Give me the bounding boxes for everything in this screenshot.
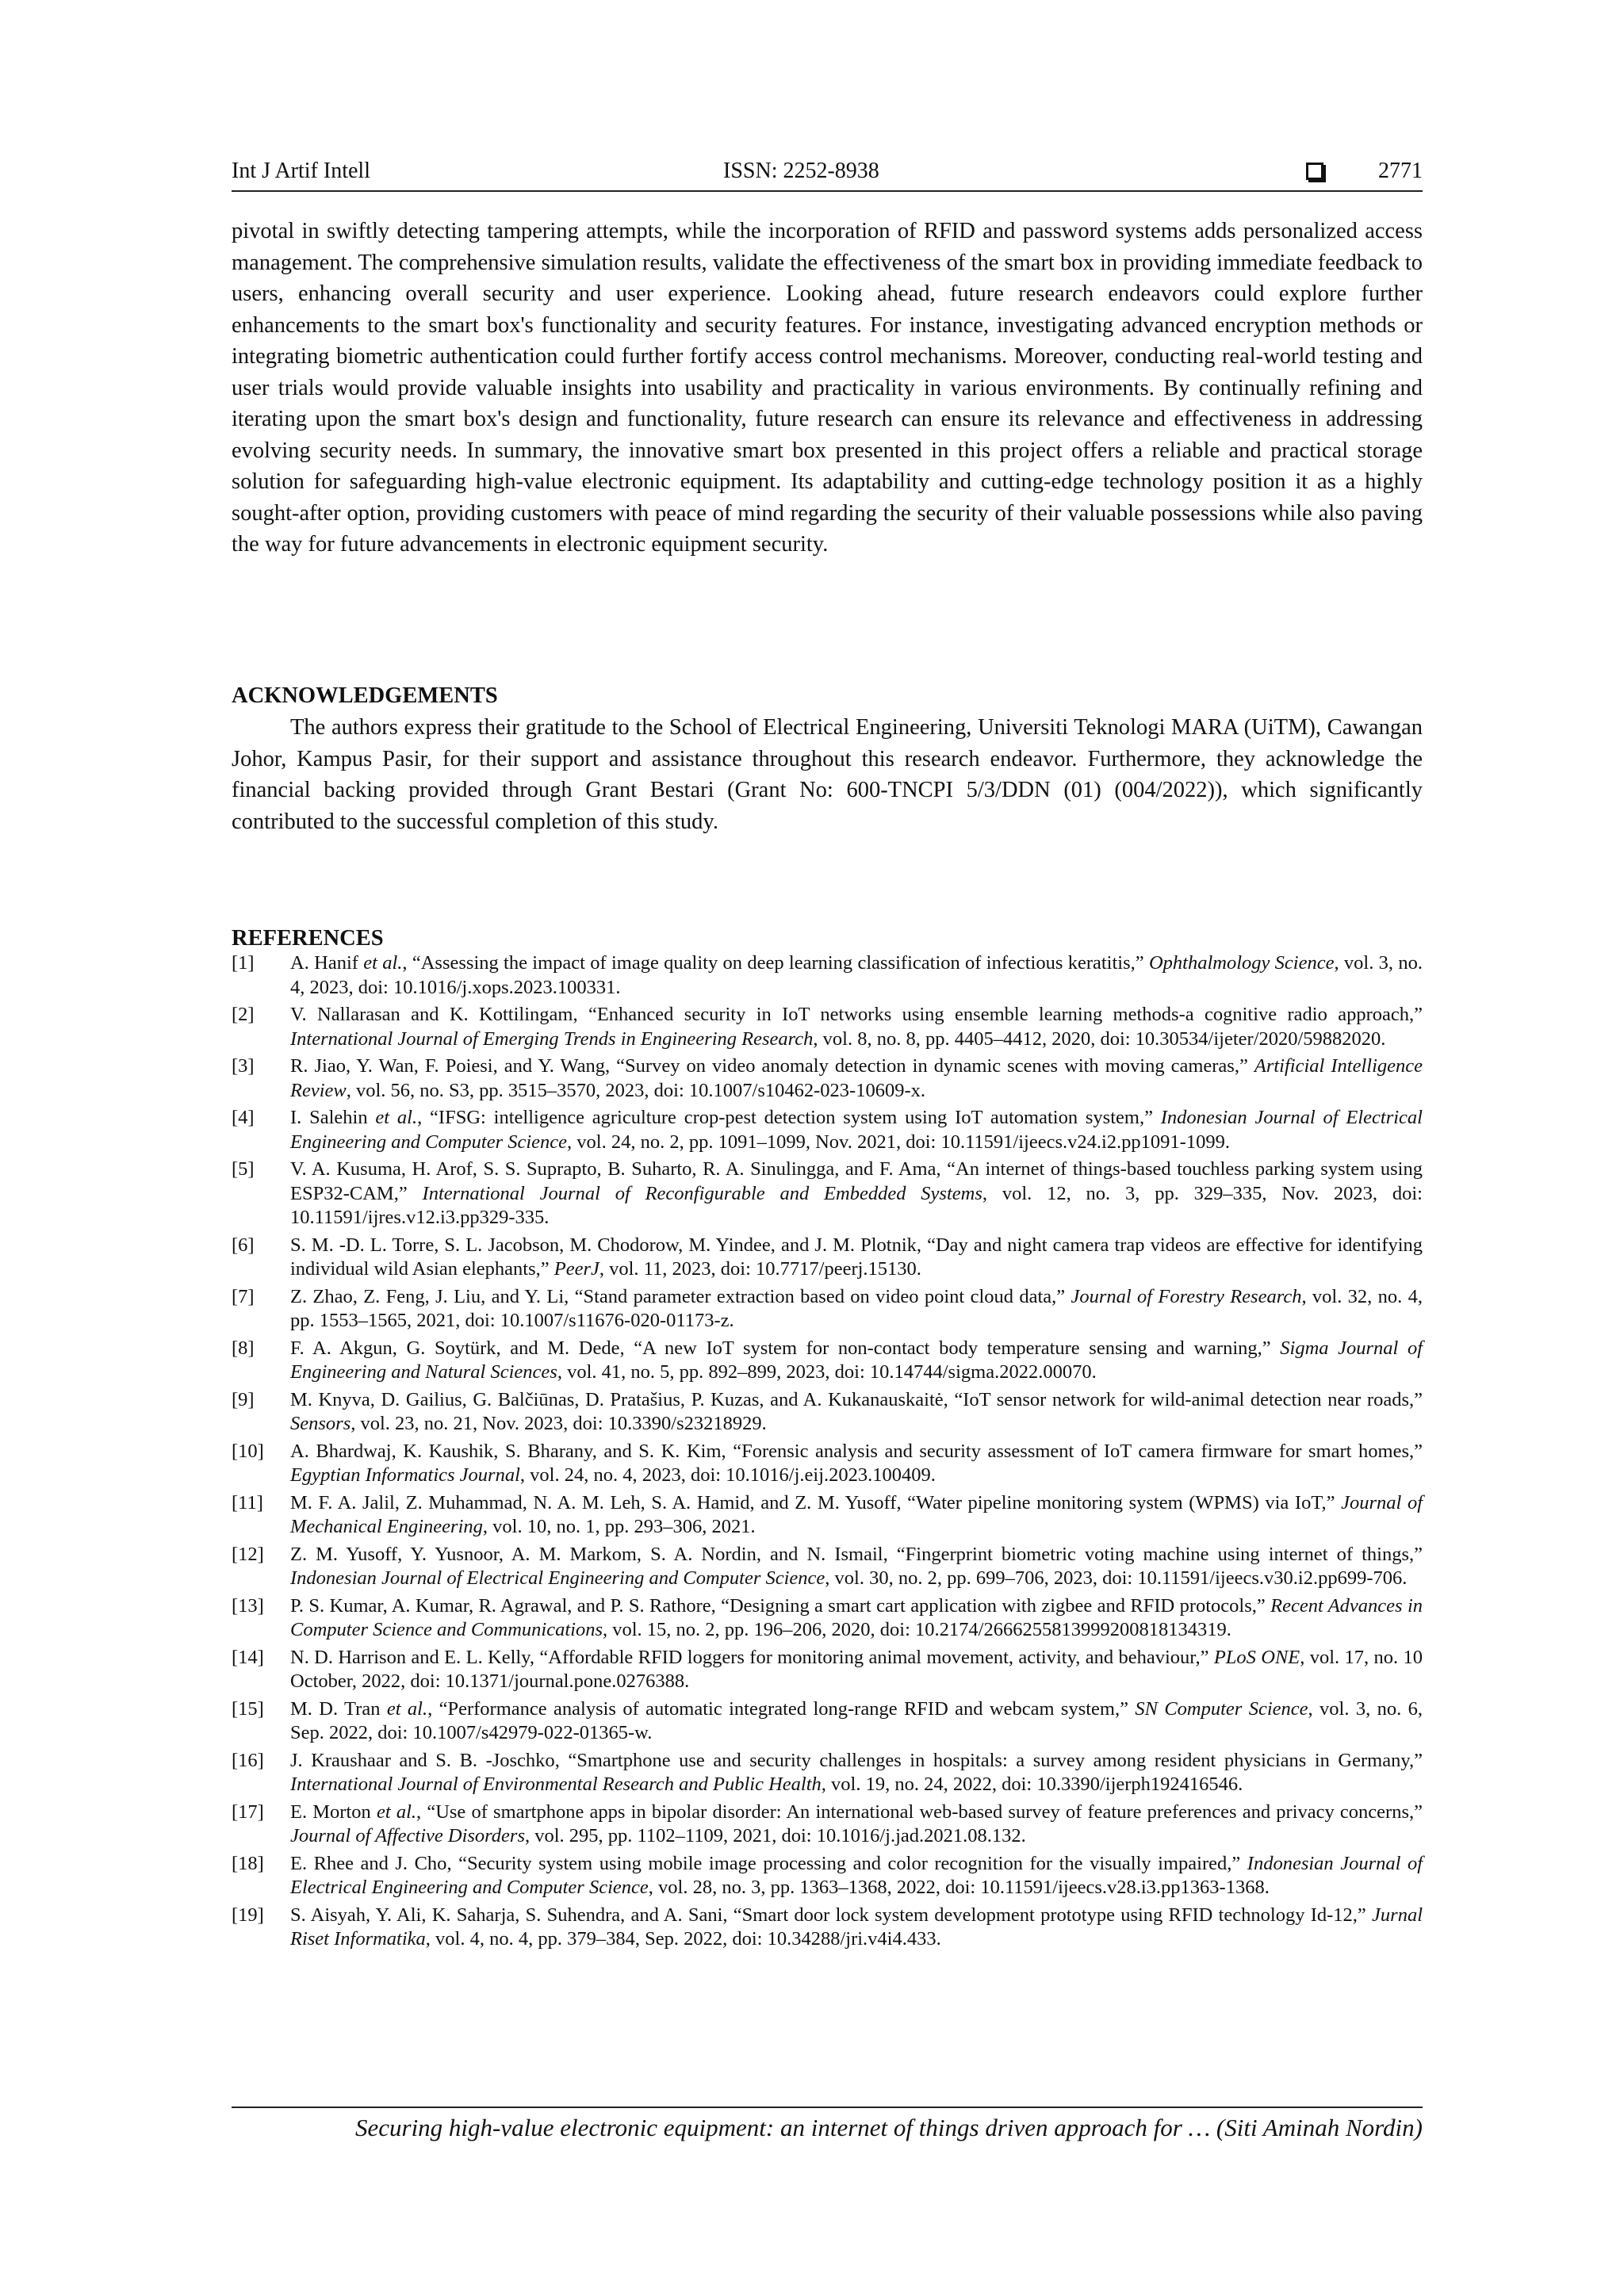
reference-etal: et al. bbox=[380, 1697, 428, 1720]
reference-venue: Sigma Journal of Engineering and Natural Sciences bbox=[290, 1337, 1423, 1383]
reference-number: [5] bbox=[232, 1158, 255, 1180]
reference-venue: Egyptian Informatics Journal bbox=[290, 1464, 520, 1486]
reference-authors: V. A. Kusuma, H. Arof, S. S. Suprapto, B. Suharto, R. A. Sinulingga, and F. Ama bbox=[290, 1158, 936, 1180]
reference-list bbox=[232, 951, 1423, 1955]
reference-venue: International Journal of Environmental Research and Public Health bbox=[290, 1774, 822, 1795]
reference-item bbox=[232, 1440, 1423, 1488]
reference-item bbox=[232, 951, 1423, 1000]
reference-number: [7] bbox=[232, 1285, 255, 1307]
page-header bbox=[232, 157, 1423, 186]
reference-number: [8] bbox=[232, 1337, 255, 1359]
reference-etal: et al. bbox=[367, 1107, 418, 1128]
reference-title: , “Forensic analysis and security assessment of IoT camera firmware for smart homes,” bbox=[721, 1440, 1423, 1462]
reference-title: , “IFSG: intelligence agriculture crop-pest detection system using IoT automation system,” bbox=[417, 1107, 1161, 1128]
reference-etal: et al. bbox=[370, 1800, 417, 1823]
reference-number: [10] bbox=[232, 1440, 264, 1462]
reference-details: , vol. 17, no. 10 October, 2022, doi: 10.1371/journal.pone.0276388. bbox=[290, 1646, 1423, 1692]
reference-venue: Indonesian Journal of Electrical Engineering and Computer Science bbox=[290, 1567, 825, 1589]
reference-details: , vol. 30, no. 2, pp. 699–706, 2023, doi: 10.11591/ijeecs.v30.i2.pp699-706. bbox=[825, 1567, 1408, 1589]
reference-details: , vol. 8, no. 8, pp. 4405–4412, 2020, doi: 10.30534/ijeter/2020/59882020. bbox=[813, 1027, 1386, 1050]
reference-number: [1] bbox=[232, 952, 255, 974]
reference-number: [4] bbox=[232, 1107, 255, 1128]
reference-authors: R. Jiao, Y. Wan, F. Poiesi, and Y. Wang bbox=[290, 1055, 606, 1077]
reference-item bbox=[232, 1054, 1423, 1103]
reference-title: , “Smartphone use and security challenges in hospitals: a survey among resident physicians in Germany,” bbox=[554, 1749, 1423, 1771]
reference-title: , “Designing a smart cart application with zigbee and RFID protocols,” bbox=[710, 1594, 1271, 1617]
reference-title: , “Assessing the impact of image quality on deep learning classification of infectious keratitis,” bbox=[402, 952, 1149, 974]
reference-item bbox=[232, 1491, 1423, 1540]
journal-name: Int J Artif Intell bbox=[232, 159, 370, 183]
reference-details: , vol. 15, no. 2, pp. 196–206, 2020, doi: 10.2174/2666255813999200818134319. bbox=[603, 1619, 1231, 1640]
reference-item bbox=[232, 1697, 1423, 1746]
reference-authors: A. Hanif bbox=[290, 952, 358, 974]
reference-venue: SN Computer Science bbox=[1135, 1697, 1308, 1720]
reference-title: , “Use of smartphone apps in bipolar disorder: An international web-based survey of feature preferences and privacy concerns,” bbox=[416, 1800, 1423, 1823]
reference-number: [9] bbox=[232, 1388, 255, 1410]
reference-title: , “Day and night camera trap videos are effective for identifying individual wild Asian elephants,” bbox=[290, 1234, 1423, 1280]
reference-venue: Journal of Forestry Research bbox=[1071, 1285, 1302, 1307]
reference-title: , “An internet of things-based touchless parking system using ESP32-CAM,” bbox=[290, 1158, 1423, 1204]
reference-number: [17] bbox=[232, 1800, 264, 1823]
reference-item bbox=[232, 1234, 1423, 1282]
reference-details: , vol. 10, no. 1, pp. 293–306, 2021. bbox=[482, 1516, 756, 1537]
reference-authors: Z. M. Yusoff, Y. Yusnoor, A. M. Markom, S. A. Nordin, and N. Ismail bbox=[290, 1543, 883, 1565]
references-heading: REFERENCES bbox=[232, 926, 384, 951]
reference-item bbox=[232, 1749, 1423, 1797]
reference-details: , vol. 11, 2023, doi: 10.7717/peerj.15130. bbox=[599, 1258, 921, 1280]
reference-details: , vol. 4, no. 4, pp. 379–384, Sep. 2022, doi: 10.34288/jri.v4i4.433. bbox=[425, 1928, 941, 1950]
reference-authors: S. M. -D. L. Torre, S. L. Jacobson, M. Chodorow, M. Yindee, and J. M. Plotnik bbox=[290, 1234, 917, 1256]
reference-venue: International Journal of Reconfigurable and Embedded Systems bbox=[422, 1182, 982, 1204]
reference-venue: Indonesian Journal of Electrical Engineering and Computer Science bbox=[290, 1107, 1423, 1153]
reference-authors: I. Salehin bbox=[290, 1107, 368, 1128]
running-footer: Securing high-value electronic equipment: an internet of things driven approach for … (Siti Aminah Nordin) bbox=[354, 2114, 1423, 2141]
reference-details: , vol. 56, no. S3, pp. 3515–3570, 2023, doi: 10.1007/s10462-023-10609-x. bbox=[346, 1079, 925, 1101]
page-number: 2771 bbox=[1378, 159, 1423, 183]
acknowledgements-paragraph: The authors express their gratitude to the School of Electrical Engineering, Universiti Teknologi MARA (UiTM), Cawangan Johor, Kampus Pasir, for their support and assistance throughout this research endeavor. Furthermore, they acknowledge the financial backing provided through Grant Bestari (Grant No: 600-TNCPI 5/3/DDN (01) (004/2022)), which significantly contributed to the successful completion of this study. bbox=[232, 715, 1423, 834]
reference-venue: Journal of Affective Disorders bbox=[290, 1825, 525, 1846]
reference-venue: PeerJ bbox=[553, 1258, 599, 1280]
reference-venue: Indonesian Journal of Electrical Engineering and Computer Science bbox=[290, 1852, 1423, 1898]
reference-number: [2] bbox=[232, 1004, 255, 1025]
reference-venue: Sensors, bbox=[290, 1413, 356, 1434]
reference-number: [3] bbox=[232, 1055, 255, 1077]
square-bullet-icon bbox=[1306, 163, 1323, 180]
reference-authors: M. F. A. Jalil, Z. Muhammad, N. A. M. Leh, S. A. Hamid, and Z. M. Yusoff bbox=[290, 1491, 897, 1513]
reference-details: , vol. 28, no. 3, pp. 1363–1368, 2022, doi: 10.11591/ijeecs.v28.i3.pp1363-1368. bbox=[648, 1877, 1270, 1898]
footer-divider bbox=[232, 2107, 1423, 2108]
reference-item bbox=[232, 1106, 1423, 1154]
reference-number: [15] bbox=[232, 1697, 264, 1720]
reference-authors: M. Knyva, D. Gailius, G. Balčiūnas, D. Pratašius, P. Kuzas, and A. Kukanauskaitė bbox=[290, 1388, 944, 1410]
issn: ISSN: 2252-8938 bbox=[723, 159, 879, 183]
reference-venue: Journal of Mechanical Engineering bbox=[290, 1491, 1423, 1537]
reference-details: , vol. 24, no. 2, pp. 1091–1099, Nov. 2021, doi: 10.11591/ijeecs.v24.i2.pp1091-1099. bbox=[567, 1131, 1230, 1153]
reference-title: , “Security system using mobile image processing and color recognition for the visually impaired,” bbox=[446, 1852, 1247, 1874]
reference-details: , vol. 295, pp. 1102–1109, 2021, doi: 10.1016/j.jad.2021.08.132. bbox=[525, 1825, 1026, 1846]
reference-venue: Ophthalmology Science bbox=[1148, 952, 1335, 974]
reference-venue: Recent Advances in Computer Science and Communications bbox=[290, 1594, 1423, 1640]
reference-item bbox=[232, 1646, 1423, 1694]
reference-title: , “Fingerprint biometric voting machine using internet of things,” bbox=[883, 1543, 1423, 1565]
reference-number: [16] bbox=[232, 1749, 264, 1771]
reference-title: , “Smart door lock system development prototype using RFID technology Id-12,” bbox=[722, 1904, 1373, 1926]
reference-item bbox=[232, 1158, 1423, 1230]
reference-number: [18] bbox=[232, 1852, 264, 1874]
reference-title: , “Stand parameter extraction based on video point cloud data,” bbox=[564, 1285, 1071, 1307]
reference-title: , “Water pipeline monitoring system (WPMS) via IoT,” bbox=[896, 1491, 1342, 1513]
reference-authors: N. D. Harrison and E. L. Kelly bbox=[290, 1646, 530, 1668]
reference-item bbox=[232, 1337, 1423, 1385]
reference-details: vol. 23, no. 21, Nov. 2023, doi: 10.3390/s23218929. bbox=[355, 1413, 767, 1434]
reference-item bbox=[232, 1285, 1423, 1334]
reference-venue: PLoS ONE bbox=[1213, 1646, 1300, 1668]
reference-item bbox=[232, 1543, 1423, 1591]
reference-details: , vol. 24, no. 4, 2023, doi: 10.1016/j.eij.2023.100409. bbox=[519, 1464, 936, 1486]
reference-authors: P. S. Kumar, A. Kumar, R. Agrawal, and P. S. Rathore bbox=[290, 1594, 711, 1617]
reference-authors: J. Kraushaar and S. B. -Joschko bbox=[290, 1749, 555, 1771]
reference-number: [19] bbox=[232, 1904, 264, 1926]
reference-title: , “Enhanced security in IoT networks using ensemble learning methods-a cognitive radio approach,” bbox=[573, 1004, 1423, 1025]
reference-title: , “A new IoT system for non-contact body temperature sensing and warning,” bbox=[619, 1337, 1281, 1359]
reference-title: , “Survey on video anomaly detection in dynamic scenes with moving cameras,” bbox=[605, 1055, 1254, 1077]
reference-number: [11] bbox=[232, 1491, 263, 1513]
reference-venue: International Journal of Emerging Trends in Engineering Research bbox=[290, 1027, 814, 1050]
reference-number: [6] bbox=[232, 1234, 255, 1256]
reference-details: , vol. 32, no. 4, pp. 1553–1565, 2021, doi: 10.1007/s11676-020-01173-z. bbox=[290, 1285, 1423, 1331]
reference-item bbox=[232, 1800, 1423, 1849]
reference-authors: A. Bhardwaj, K. Kaushik, S. Bharany, and S. K. Kim bbox=[290, 1440, 722, 1462]
reference-authors: E. Rhee and J. Cho bbox=[290, 1852, 447, 1874]
reference-authors: V. Nallarasan and K. Kottilingam bbox=[290, 1004, 573, 1025]
reference-details: , vol. 12, no. 3, pp. 329–335, Nov. 2023, doi: 10.11591/ijres.v12.i3.pp329-335. bbox=[290, 1182, 1423, 1228]
reference-details: , vol. 19, no. 24, 2022, doi: 10.3390/ijerph192416546. bbox=[821, 1774, 1243, 1795]
reference-etal: et al. bbox=[358, 952, 403, 974]
reference-details: , vol. 3, no. 6, Sep. 2022, doi: 10.1007/s42979-022-01365-w. bbox=[290, 1697, 1423, 1743]
reference-venue: Artificial Intelligence Review bbox=[290, 1055, 1423, 1101]
reference-title: , “Performance analysis of automatic integrated long-range RFID and webcam system,” bbox=[427, 1697, 1136, 1720]
reference-item bbox=[232, 1003, 1423, 1051]
reference-details: , vol. 3, no. 4, 2023, doi: 10.1016/j.xops.2023.100331. bbox=[290, 952, 1423, 998]
reference-authors: M. D. Tran bbox=[290, 1697, 381, 1720]
reference-item bbox=[232, 1904, 1423, 1952]
header-divider bbox=[232, 190, 1423, 192]
acknowledgements-heading: ACKNOWLEDGEMENTS bbox=[232, 683, 498, 708]
reference-number: [12] bbox=[232, 1543, 264, 1565]
reference-authors: F. A. Akgun, G. Soytürk, and M. Dede bbox=[290, 1337, 620, 1359]
reference-authors: Z. Zhao, Z. Feng, J. Liu, and Y. Li bbox=[290, 1285, 565, 1307]
reference-number: [13] bbox=[232, 1594, 264, 1617]
reference-authors: S. Aisyah, Y. Ali, K. Saharja, S. Suhendra, and A. Sani bbox=[290, 1904, 723, 1926]
body-paragraph: pivotal in swiftly detecting tampering attempts, while the incorporation of RFID and password systems adds personalized access management. The comprehensive simulation results, validate the effectiveness of the smart box in providing immediate feedback to users, enhancing overall security and user experience. Looking ahead, future research endeavors could explore further enhancements to the smart box's functionality and security features. For instance, investigating advanced encryption methods or integrating biometric authentication could further fortify access control mechanisms. Moreover, conducting real-world testing and user trials would provide valuable insights into usability and practicality in various environments. By continually refining and iterating upon the smart box's design and functionality, future research can ensure its relevance and effectiveness in addressing evolving security needs. In summary, the innovative smart box presented in this project offers a reliable and practical storage solution for safeguarding high-value electronic equipment. Its adaptability and cutting-edge technology position it as a highly sought-after option, providing customers with peace of mind regarding the security of their valuable possessions while also paving the way for future advancements in electronic equipment security. bbox=[232, 219, 1423, 557]
reference-authors: E. Morton bbox=[290, 1800, 371, 1823]
reference-number: [14] bbox=[232, 1646, 264, 1668]
reference-title: , “Affordable RFID loggers for monitoring animal movement, activity, and behaviour,” bbox=[529, 1646, 1214, 1668]
reference-venue: Jurnal Riset Informatika bbox=[290, 1904, 1423, 1950]
reference-item bbox=[232, 1594, 1423, 1643]
reference-item bbox=[232, 1852, 1423, 1900]
reference-title: , “IoT sensor network for wild-animal detection near roads,” bbox=[943, 1388, 1423, 1410]
reference-details: , vol. 41, no. 5, pp. 892–899, 2023, doi: 10.14744/sigma.2022.00070. bbox=[557, 1361, 1097, 1383]
reference-item bbox=[232, 1388, 1423, 1437]
